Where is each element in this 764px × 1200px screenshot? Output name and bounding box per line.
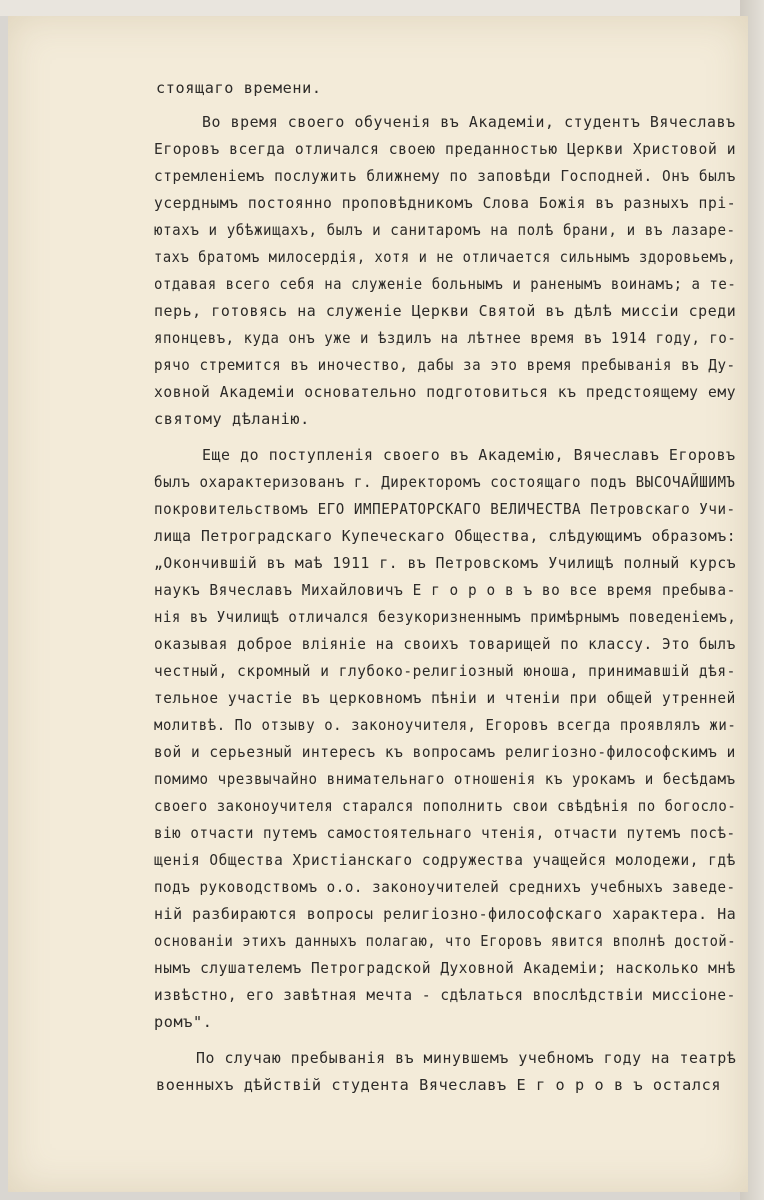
text-line: лища Петроградскаго Купеческаго Общества, слѣдующимъ образомъ: [154, 527, 737, 545]
text-line: ромъ". [154, 1013, 213, 1031]
typed-text [8, 16, 748, 1192]
text-line: былъ охарактеризованъ г. Директоромъ состоящаго подъ ВЫСОЧАЙШИМЪ [154, 473, 736, 491]
text-line: оказывая доброе вліяніе на своихъ товарищей по классу. Это былъ [154, 635, 736, 653]
text-line: помимо чрезвычайно внимательнаго отношенія къ урокамъ и бесѣдамъ [154, 770, 736, 788]
text-line: честный, скромный и глубоко-религіозный юноша, принимавшій дѣя- [154, 662, 736, 680]
text-line: перь, готовясь на служеніе Церкви Святой въ дѣлѣ миссіи среди [154, 302, 737, 320]
text-line: наукъ Вячеславъ Михайловичъ Е г о р о в ъ во все время пребыва- [154, 581, 736, 599]
text-line: ютахъ и убѣжищахъ, былъ и санитаромъ на полѣ брани, и въ лазаре- [154, 221, 736, 239]
text-line: Во время своего обученія въ Академіи, студентъ Вячеславъ [202, 113, 736, 131]
text-line: отдавая всего себя на служеніе больнымъ и раненымъ воинамъ; а те- [154, 275, 737, 293]
text-line: тельное участіе въ церковномъ пѣніи и чтеніи при общей утренней [154, 689, 736, 707]
text-line: По случаю пребыванія въ минувшемъ учебномъ году на театрѣ [196, 1049, 737, 1067]
text-line: своего законоучителя старался пополнить свои свѣдѣнія по богосло- [154, 797, 737, 815]
text-line: вію отчасти путемъ самостоятельнаго чтенія, отчасти путемъ посѣ- [154, 824, 736, 842]
text-line: военныхъ дѣйствій студента Вячеславъ Е г о р о в ъ остался [156, 1076, 722, 1094]
text-line: стремленіемъ послужить ближнему по заповѣди Господней. Онъ былъ [154, 167, 736, 185]
text-line: рячо стремится въ иночество, дабы за это время пребыванія въ Ду- [154, 356, 736, 374]
text-line: нія въ Училищѣ отличался безукоризненнымъ примѣрнымъ поведеніемъ, [154, 608, 737, 626]
text-line: молитвѣ. По отзыву о. законоучителя, Егоровъ всегда проявлялъ жи- [154, 716, 737, 734]
text-line: подъ руководствомъ о.о. законоучителей среднихъ учебныхъ заведе- [154, 878, 736, 896]
text-line: нымъ слушателемъ Петроградской Духовной Академіи; насколько мнѣ [154, 959, 736, 977]
text-line: японцевъ, куда онъ уже и ѣздилъ на лѣтнее время въ 1914 году, го- [154, 329, 737, 347]
top-margin [0, 0, 740, 16]
text-line: Еще до поступленія своего въ Академію, Вячеславъ Егоровъ [202, 446, 736, 464]
text-line: покровительствомъ ЕГО ИМПЕРАТОРСКАГО ВЕЛИЧЕСТВА Петровскаго Учи- [154, 500, 736, 518]
text-line: усерднымъ постоянно проповѣдникомъ Слова Божія въ разныхъ прі- [154, 194, 737, 212]
text-line: щенія Общества Христіанскаго содружества учащейся молодежи, гдѣ [154, 851, 736, 869]
text-line: вой и серьезный интересъ къ вопросамъ религіозно-философскимъ и [154, 743, 736, 761]
text-line: тахъ братомъ милосердія, хотя и не отличается сильнымъ здоровьемъ, [154, 248, 737, 266]
text-line: „Окончившій въ маѣ 1911 г. въ Петровскомъ Училищѣ полный курсъ [154, 554, 737, 572]
text-line: стоящаго времени. [156, 79, 322, 97]
text-line: ховной Академіи основательно подготовиться къ предстоящему ему [154, 383, 737, 401]
text-line: извѣстно, его завѣтная мечта - сдѣлаться впослѣдствіи миссіоне- [154, 986, 736, 1004]
text-line: основаніи этихъ данныхъ полагаю, что Егоровъ явится вполнѣ достой- [154, 932, 737, 950]
text-line: Егоровъ всегда отличался своею преданностью Церкви Христовой и [154, 140, 737, 158]
text-line: ній разбираются вопросы религіозно-философскаго характера. На [154, 905, 737, 923]
text-line: святому дѣланію. [154, 410, 310, 428]
document-page [8, 16, 748, 1192]
